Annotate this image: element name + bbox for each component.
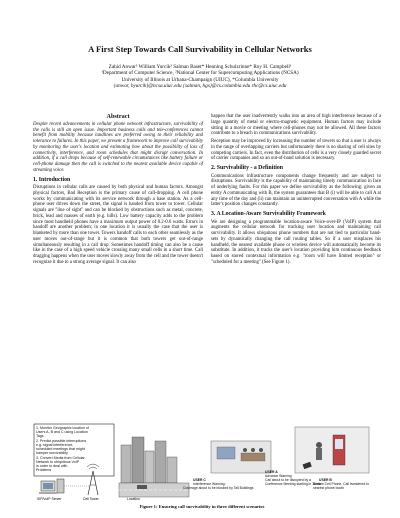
city-scene <box>119 437 189 497</box>
affiliation-2: University of Illinois at Urbana-Champaign (UIUC), *Columbia University <box>121 76 279 83</box>
abstract-heading: Abstract <box>106 113 130 120</box>
author-emails: {anwar, byurcik}@ncsa.uiuc.edu {salman, hgs}@cs.columbia.edu rhc@cs.uiuc.edu <box>113 83 287 90</box>
svg-text:Interference Warning:: Interference Warning: <box>193 482 226 486</box>
server-label: SIP/VoIP Server <box>37 497 62 501</box>
steps-line: 3. Convert Media from Cellular <box>36 456 85 460</box>
meeting-room-scene <box>211 441 271 473</box>
svg-text:nearest phone booth: nearest phone booth <box>313 486 345 490</box>
user-c-label <box>183 478 254 490</box>
steps-line: Problems <box>36 468 52 472</box>
section-paragraph: We are designing a programmable location-aware Voice-over-IP (VoIP) system that augments the cellular network for tracking user location and maintaining call survivability. It allows ubiquitous phone numbers that are not tied to particular hand-sets by dynamically changing the call routing tables. So if a user misplaces his handheld, the nearest available phone or wireless device will automatically become its substitute. In addition, it tracks the user's location providing him continuous feedback based on stored contextual information e.g. "room will have limited reception" or "scheduled for a meeting" (See Figure 1). <box>211 219 381 265</box>
section-heading: 1. Introduction <box>33 176 71 183</box>
steps-line: 2. Predict possible interruptions <box>36 439 87 443</box>
steps-line: 1. Monitor Geographic location of <box>36 426 89 430</box>
left-column <box>33 114 203 268</box>
abstract-text: Despite recent advancements in cellular phone network infrastructure, survivability of the calls is still an open issue. Important business calls and tele-conferences cannot benefit from mobility because landlines are preferred owing to their reliability and tolerance to failures. In this paper, we present a framework to improve call survivability by monitoring the user's location and estimating how about the possibility of loss of connectivity, interference, and room schedules that might disrupt conversation. In addition, if a call drops because of self-renewable circumstances like battery failure or cell-phone damage then the call is switched to the nearest available device capable of streaming voice. <box>33 121 203 173</box>
user-b-label <box>313 478 369 490</box>
steps-line: Tags <box>36 434 44 438</box>
svg-text:USER B: USER B <box>319 478 332 482</box>
figure-1 <box>33 423 371 503</box>
steps-line: e.g. signal interference, <box>36 443 74 447</box>
svg-text:Broken Cell Phone. Call transf: Broken Cell Phone. Call transfered to <box>313 482 369 486</box>
svg-text:Call about to be disrupted by: Call about to be disrupted by a <box>265 478 311 482</box>
section-heading: 2. Survivability - a Definition <box>211 165 283 171</box>
steps-line: in order to deal with <box>36 464 68 468</box>
section-paragraph: Reception may be improved by increasing the number of towers so that a user is always in the range of overlapping carriers but unfortunately there is no sharing of cell sites by competing carriers. In fact, even the distribution of cells is a very closely guarded secret of carrier companies and so an out-of-band solution is necessary. <box>211 139 381 162</box>
server-icon <box>39 479 64 494</box>
svg-text:Conference Meeting starting in: Conference Meeting starting in 10min <box>265 482 322 486</box>
section-heading: 3. A Location-Aware Survivability Framework <box>211 211 326 218</box>
affiliation-1: ¹Department of Computer Science, ²National Center for Supercomputing Applications (NCSA) <box>101 70 299 77</box>
right-column <box>211 114 381 268</box>
paper-title: A First Step Towards Call Survivability in Cellular Networks <box>88 44 312 54</box>
author-block <box>20 64 380 90</box>
author-names: Zahid Anwar¹ William Yurcik² Salman Baset* Henning Schulzrinne* Roy H. Campbell¹ <box>108 64 292 70</box>
steps-line: hamper survivability <box>36 451 68 455</box>
svg-text:USER A: USER A <box>265 470 278 474</box>
svg-text:Coverage about to be blocked b: Coverage about to be blocked by Tall Buildings <box>183 486 254 490</box>
tower-label: Cell Tower <box>83 497 99 501</box>
steps-line: Users A, B and C using Location <box>36 430 88 434</box>
phone-booth-scene <box>295 427 369 473</box>
steps-line: scheduled meetings that might <box>36 447 85 451</box>
section-paragraph: Disruptions in cellular calls are caused by both physical and human factors. Amongst physical factors, Bad Reception is the primary cause of call-dropping. A cell phone works by communicating with its service network through a base station. As a cell-phone user drives down the street, the signal is handed from tower to tower. Cellular signals are "line of sight" and can be blocked by obstructions such as metal, concrete, brick, lead and masses of earth (e.g. hills). Low battery capacity adds to the problem since most handheld phones have a maximum output power of 0.2-0.6 watts. Errors in handoff are another problem; in one location it is usually the case that the user is blanketed by more than one tower. Towers handoff calls to each other seamlessly as the user moves out-of-range but it is common that both towers get out-of-range simultaneously resulting in a call drop. Sometimes handoff timing can also be a cause like in the case of a high speed vehicle crossing many small cells in a short time. Call dragging happens when the user moves slowly away from the cell and the tower doesn't recognize it due to a strong average signal. It can also <box>33 185 203 265</box>
figure-caption: Figure 1: Ensuring call survivability in three different scenarios <box>139 504 265 509</box>
location-label: Location <box>127 497 140 501</box>
figure-illustration <box>33 423 371 503</box>
section-paragraph: Communications infrastructure components change frequently and are subject to disruptions. Survivability is the capability of maintaining timely communication in face of underlying faults. For this paper we define survivability as the following: given an entity A communicating with B, the system guarantees that B (i) will be able to call A at any time of the day and (ii) can maintain an uninterrupted conversation with A while the latter's position changes constantly. <box>211 173 381 208</box>
svg-text:Advance Warning: Advance Warning <box>265 474 292 478</box>
section-paragraph: happen that the user inadvertently walks into an area of high interference because of a large quantity of metal or electro-magnetic equipment. Human factors may include sitting in a movie or meeting where cell-phones may not be allowed. All these factors contribute to a breach in communications survivability. <box>211 114 381 137</box>
svg-text:USER C: USER C <box>193 478 206 482</box>
steps-line: Network to ubiquitous VoIP <box>36 460 80 464</box>
